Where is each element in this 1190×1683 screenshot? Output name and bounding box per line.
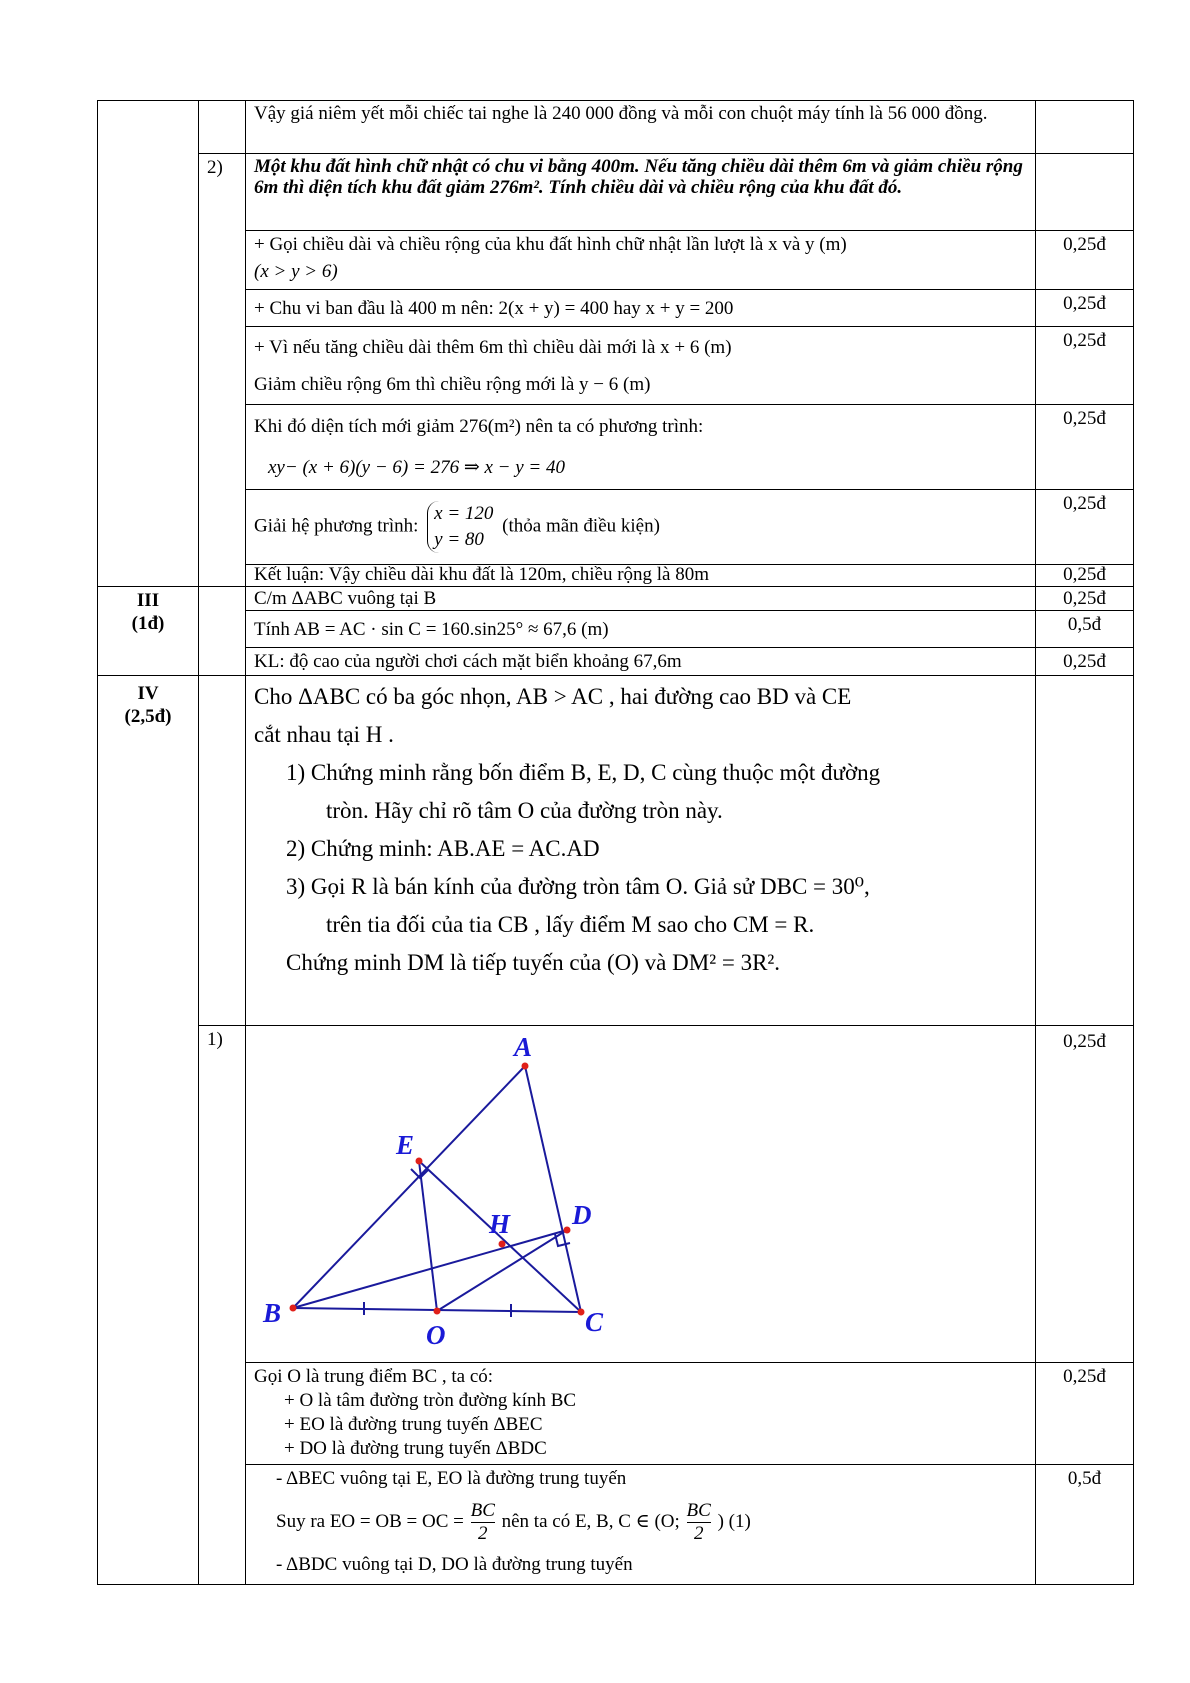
fraction-bc-over-2-b (687, 1500, 711, 1545)
answer-table (97, 100, 1134, 1585)
fraction-denominator-b: 2 (693, 1523, 704, 1544)
step-4 (246, 405, 1036, 490)
segment-AB (293, 1066, 525, 1308)
section-4-cell (98, 676, 199, 1585)
proof-2-line-b (276, 1490, 1027, 1553)
step-1-line-b: (x > y > 6) (254, 261, 338, 282)
points-sec3-2: 0,5đ (1036, 611, 1134, 648)
proof-2-line-c: - ΔBDC vuông tại D, DO là đường trung tuyến (276, 1554, 633, 1575)
label-C: C (585, 1307, 604, 1337)
segment-AC (525, 1066, 581, 1312)
table-row (98, 101, 1134, 154)
label-H: H (489, 1209, 511, 1239)
points-cell (1036, 154, 1134, 231)
points-proof-2: 0,5đ (1036, 1465, 1134, 1585)
table-row (98, 154, 1134, 231)
conclusion-price: Vậy giá niêm yết mỗi chiếc tai nghe là 240 000 đồng và mỗi con chuột máy tính là 56 000 đồng. (246, 101, 1036, 154)
step-2: + Chu vi ban đầu là 400 m nên: 2(x + y) = 400 hay x + y = 200 (246, 290, 1036, 327)
problem-part-3a: 3) Gọi R là bán kính của đường tròn tâm O. Giả sử DBC = 30⁰, (286, 874, 870, 899)
points-cell (1036, 101, 1134, 154)
step-4-line-a: Khi đó diện tích mới giảm 276(m²) nên ta có phương trình: (254, 416, 704, 437)
section-3-cell (98, 587, 199, 676)
proof-2-mid: nên ta có E, B, C ∈ (O; (501, 1510, 680, 1532)
step-4-line-b: xy− (x + 6)(y − 6) = 276 ⇒ x − y = 40 (268, 457, 566, 478)
point-O (434, 1308, 441, 1315)
step-3 (246, 327, 1036, 405)
proof-1-line-c: + EO là đường trung tuyến ΔBEC (284, 1414, 543, 1435)
step-3-line-b: Giảm chiều rộng 6m thì chiều rộng mới là y − 6 (m) (254, 373, 651, 395)
points-sec3-3: 0,25đ (1036, 648, 1134, 676)
segment-BD (293, 1230, 567, 1308)
section-4-score: (2,5đ) (124, 706, 172, 727)
segment-EO (419, 1161, 437, 1311)
figure-lines (293, 1066, 581, 1317)
points-step-1: 0,25đ (1036, 231, 1134, 290)
problem-part-4: Chứng minh DM là tiếp tuyến của (O) và DM² = 3R². (286, 950, 781, 975)
point-D (564, 1227, 571, 1234)
sec3-step-2: Tính AB = AC · sin C = 160.sin25° ≈ 67,6 (m) (246, 611, 1036, 648)
points-figure: 0,25đ (1036, 1026, 1134, 1363)
figure-points (290, 1063, 585, 1316)
problem-intro-1: Cho ΔABC có ba góc nhọn, AB > AC , hai đường cao BD và CE (254, 684, 852, 709)
problem-part-2: 2) Chứng minh: AB.AE = AC.AD (286, 836, 600, 861)
problem-statement (246, 676, 1036, 1026)
proof-2-pre: Suy ra EO = OB = OC = (276, 1510, 464, 1532)
proof-2 (246, 1465, 1036, 1585)
num-cell (199, 587, 246, 676)
problem-part-1b: tròn. Hãy chỉ rõ tâm O của đường tròn này. (326, 798, 723, 823)
equation-1: x = 120 (434, 503, 494, 524)
table-row (98, 1026, 1134, 1363)
proof-1-line-b: + O là tâm đường tròn đường kính BC (284, 1390, 577, 1411)
table-row (98, 565, 1134, 587)
step-5-pre: Giải hệ phương trình: (254, 515, 419, 537)
part-number: 1) (199, 1026, 246, 1585)
label-A: A (514, 1032, 533, 1062)
table-row (98, 231, 1134, 290)
proof-1-line-d: + DO là đường trung tuyến ΔBDC (284, 1438, 547, 1459)
num-cell (199, 101, 246, 154)
proof-2-line-a: - ΔBEC vuông tại E, EO là đường trung tuyến (276, 1468, 627, 1489)
point-C (578, 1309, 585, 1316)
table-row (98, 1363, 1134, 1465)
step-5 (246, 490, 1036, 565)
question-number: 2) (199, 154, 246, 587)
problem-intro-2: cắt nhau tại H . (254, 722, 394, 747)
points-step-4: 0,25đ (1036, 405, 1134, 490)
point-B (290, 1305, 297, 1312)
num-cell (199, 676, 246, 1026)
geometry-figure (246, 1026, 1035, 1356)
figure-cell (246, 1026, 1036, 1363)
points-cell (1036, 676, 1134, 1026)
step-3-line-a: + Vì nếu tăng chiều dài thêm 6m thì chiều dài mới là x + 6 (m) (254, 336, 732, 358)
fraction-denominator: 2 (477, 1523, 488, 1544)
problem-part-3b: trên tia đối của tia CB , lấy điểm M sao cho CM = R. (326, 912, 815, 937)
section-cell-empty (98, 101, 199, 587)
table-row (98, 676, 1134, 1026)
label-D: D (572, 1200, 592, 1230)
table-row (98, 290, 1134, 327)
problem-part-1a: 1) Chứng minh rằng bốn điểm B, E, D, C cùng thuộc một đường (286, 760, 881, 785)
proof-1 (246, 1363, 1036, 1465)
equation-2: y = 80 (434, 529, 484, 550)
point-E (416, 1158, 423, 1165)
point-H (499, 1241, 506, 1248)
step-1 (246, 231, 1036, 290)
table-row (98, 405, 1134, 490)
equation-system (427, 501, 493, 553)
sec3-step-1: C/m ΔABC vuông tại B (246, 587, 1036, 611)
points-step-3: 0,25đ (1036, 327, 1134, 405)
points-sec3-1: 0,25đ (1036, 587, 1134, 611)
question-title: Một khu đất hình chữ nhật có chu vi bằng 400m. Nếu tăng chiều dài thêm 6m và giảm chiều rộng 6m thì diện tích khu đất giảm 276m². Tính chiều dài và chiều rộng của khu đất đó. (246, 154, 1036, 231)
section-3-score: (1đ) (131, 613, 165, 634)
points-step-5: 0,25đ (1036, 490, 1134, 565)
label-O: O (426, 1320, 446, 1350)
table-row (98, 587, 1134, 611)
point-A (522, 1063, 529, 1070)
points-step-2: 0,25đ (1036, 290, 1134, 327)
step-6: Kết luận: Vậy chiều dài khu đất là 120m, chiều rộng là 80m (246, 565, 1036, 587)
section-3-label: III (136, 590, 160, 611)
label-B: B (263, 1298, 282, 1328)
section-4-label: IV (137, 683, 159, 704)
table-row (98, 648, 1134, 676)
fraction-numerator: BC (470, 1500, 495, 1521)
table-row (98, 490, 1134, 565)
step-1-line-a: + Gọi chiều dài và chiều rộng của khu đất hình chữ nhật lần lượt là x và y (m) (254, 234, 847, 255)
table-row (98, 327, 1134, 405)
fraction-numerator-b: BC (686, 1500, 711, 1521)
table-row (98, 1465, 1134, 1585)
step-5-post: (thỏa mãn điều kiện) (502, 515, 660, 537)
sec3-step-3: KL: độ cao của người chơi cách mặt biển khoảng 67,6m (246, 648, 1036, 676)
table-row (98, 611, 1134, 648)
proof-2-end: ) (1) (717, 1510, 751, 1532)
points-step-6: 0,25đ (1036, 565, 1134, 587)
label-E: E (396, 1130, 415, 1160)
fraction-bc-over-2 (471, 1500, 495, 1545)
points-proof-1: 0,25đ (1036, 1363, 1134, 1465)
proof-1-line-a: Gọi O là trung điểm BC , ta có: (254, 1366, 494, 1387)
